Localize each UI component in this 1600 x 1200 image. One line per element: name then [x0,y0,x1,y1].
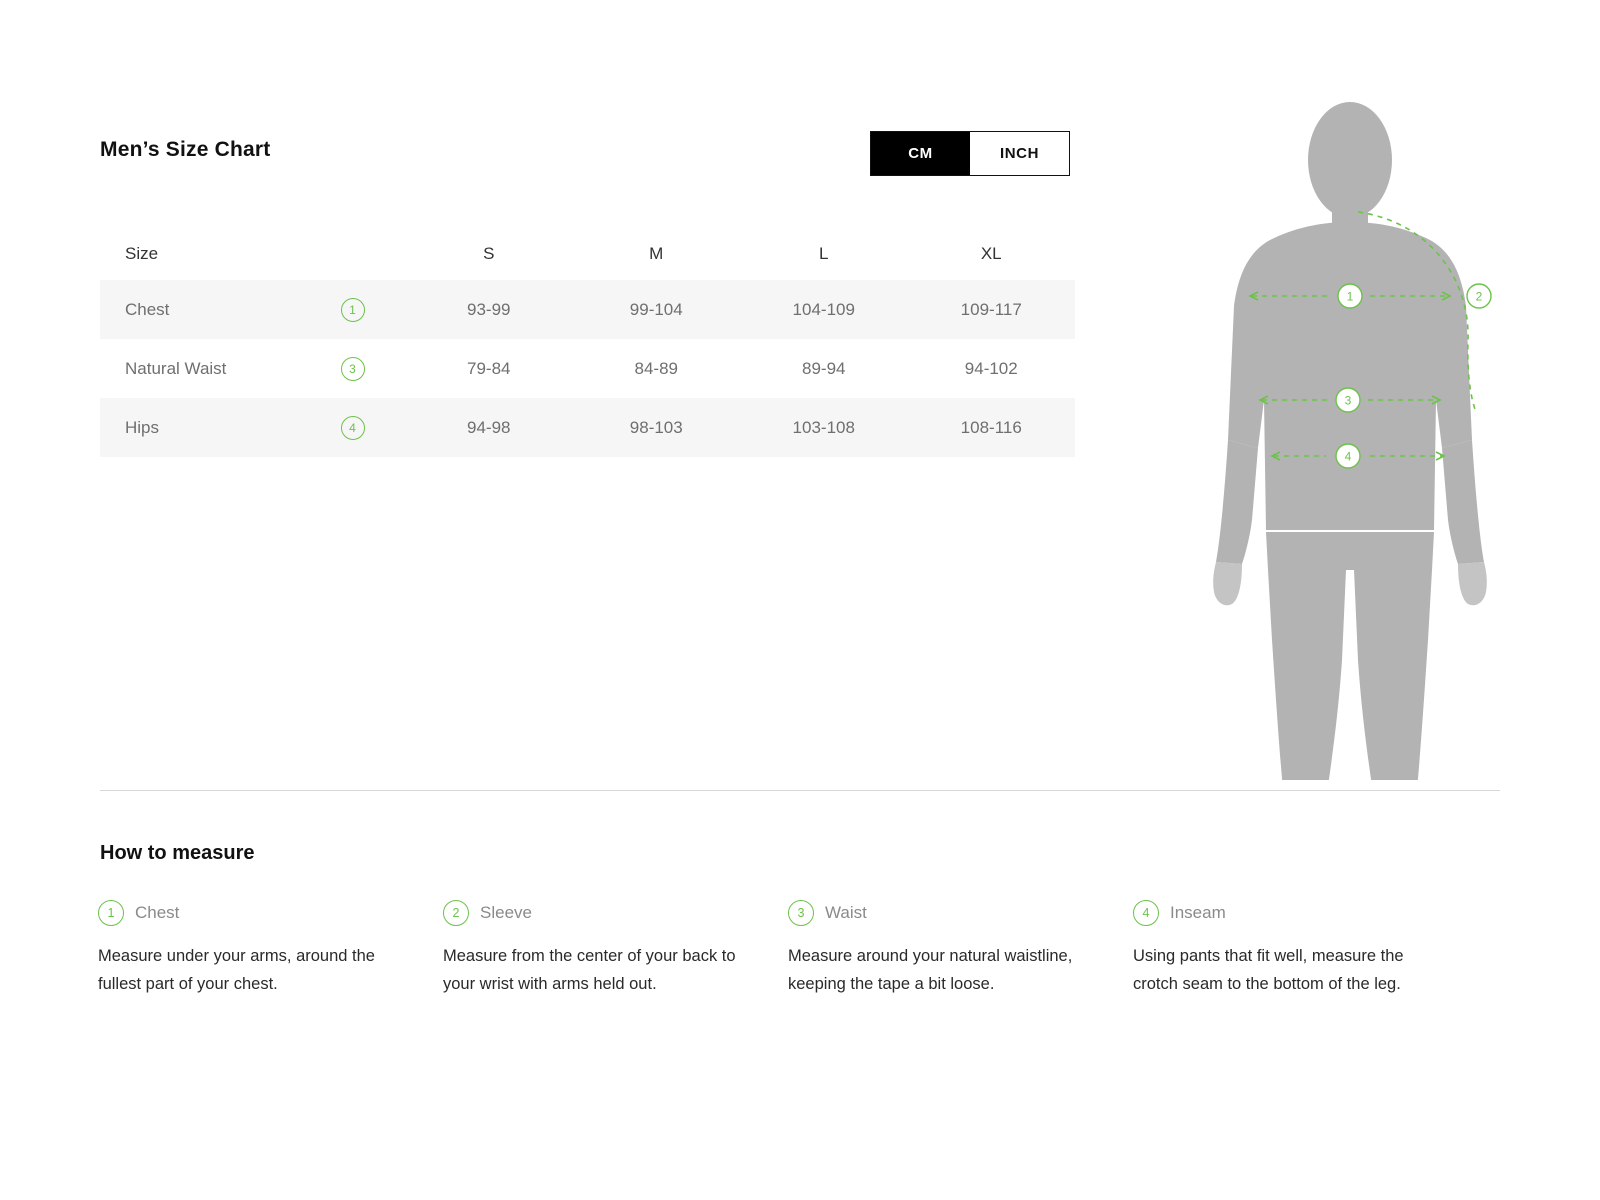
row-marker-chest [300,298,405,322]
svg-text:1: 1 [1346,289,1354,304]
page-title: Men’s Size Chart [100,138,271,161]
howto-name-waist: Waist [825,903,867,922]
section-divider [100,790,1500,791]
column-header-l: L [819,244,829,263]
unit-option-inch[interactable]: INCH [970,132,1069,175]
marker-badge-3: 3 [341,357,365,381]
cell-hips-m: 98-103 [629,417,683,437]
size-table [100,228,1075,457]
cell-waist-s: 79-84 [467,358,511,378]
unit-toggle[interactable] [870,131,1070,176]
cell-waist-xl: 94-102 [964,358,1018,378]
howto-name-sleeve: Sleeve [480,903,532,922]
svg-text:3: 3 [1344,393,1352,408]
row-label-hips: Hips [125,417,160,437]
howto-head [443,900,753,926]
column-header-size: Size [125,244,159,263]
body-figure [1180,100,1520,780]
howto-marker-2: 2 [443,900,469,926]
row-label-natural-waist: Natural Waist [125,358,227,378]
howto-desc-waist: Measure around your natural waistline, keeping the tape a bit loose. [788,947,1073,994]
howto-marker-3: 3 [788,900,814,926]
svg-text:2: 2 [1475,289,1483,304]
table-row [100,280,1075,339]
row-marker-natural-waist [300,357,405,381]
howto-desc-inseam: Using pants that fit well, measure the crotch seam to the bottom of the leg. [1133,947,1404,994]
howto-head [98,900,408,926]
cell-chest-s: 93-99 [467,299,511,319]
cell-waist-l: 89-94 [802,358,846,378]
cell-hips-l: 103-108 [792,417,855,437]
figure-marker-3 [1336,388,1360,412]
howto-title: How to measure [100,842,255,864]
marker-badge-1: 1 [341,298,365,322]
unit-option-cm[interactable]: CM [871,132,970,175]
howto-item-inseam [1133,900,1478,999]
howto-name-chest: Chest [135,903,180,922]
figure-marker-4 [1336,444,1360,468]
cell-hips-xl: 108-116 [960,417,1022,437]
howto-marker-4: 4 [1133,900,1159,926]
cell-chest-xl: 109-117 [960,299,1022,319]
cell-hips-s: 94-98 [467,417,511,437]
howto-list [98,900,1508,999]
howto-head [788,900,1098,926]
cell-chest-m: 99-104 [629,299,683,319]
howto-item-sleeve [443,900,788,999]
column-header-s: S [483,244,495,263]
cell-waist-m: 84-89 [634,358,678,378]
column-header-xl: XL [980,244,1002,263]
row-marker-hips [300,416,405,440]
howto-head [1133,900,1443,926]
howto-name-inseam: Inseam [1170,903,1226,922]
marker-badge-4: 4 [341,416,365,440]
howto-item-chest [98,900,443,999]
howto-item-waist [788,900,1133,999]
column-header-m: M [649,244,664,263]
cell-chest-l: 104-109 [792,299,855,319]
table-row [100,339,1075,398]
row-label-chest: Chest [125,299,170,319]
svg-text:4: 4 [1344,449,1352,464]
howto-marker-1: 1 [98,900,124,926]
howto-desc-chest: Measure under your arms, around the fullest part of your chest. [98,947,375,994]
body-silhouette [1213,102,1487,780]
table-row [100,398,1075,457]
body-diagram-svg [1180,100,1520,780]
howto-desc-sleeve: Measure from the center of your back to your wrist with arms held out. [443,947,736,994]
figure-marker-2 [1467,284,1491,308]
figure-marker-1 [1338,284,1362,308]
table-header-row [100,228,1075,280]
